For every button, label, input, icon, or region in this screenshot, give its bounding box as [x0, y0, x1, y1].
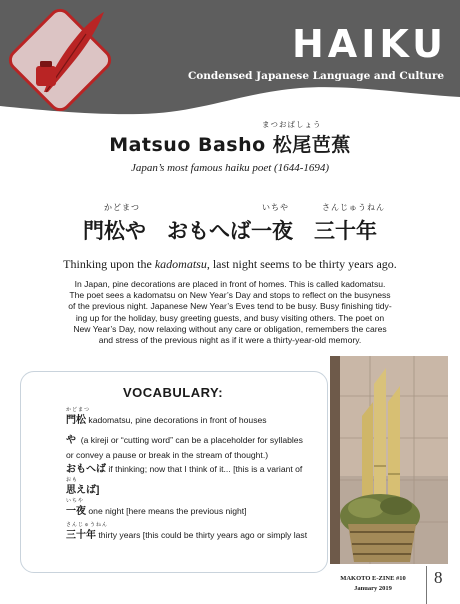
haiku-text: 門松や おもへば一夜 三十年 [83, 219, 377, 243]
footer-divider [426, 566, 427, 604]
vocab-item-kadomatsu: かどまつ 門松 kadomatsu, pine decorations in front of houses [66, 407, 267, 426]
article-title: Matsuo Basho 松尾芭蕉 [109, 134, 351, 156]
vocab-item-ichiya: いちや 一夜 one night [here means the previous night] [66, 498, 247, 517]
page-number: 8 [434, 568, 443, 587]
haiku-translation: Thinking upon the kadomatsu, last night seems to be thirty years ago. [63, 257, 397, 271]
brand-tagline: Condensed Japanese Language and Culture [187, 70, 445, 82]
brand-wordmark: HAIKU [292, 22, 447, 66]
vocab-item-ya: や (a kireji or “cutting word” can be a placeholder for syllables or convey a pause or break in the stream of thought.) [66, 435, 303, 460]
page-header [0, 0, 460, 125]
haiku-furigana-kadomatsu: かどまつ [104, 203, 140, 212]
vocab-item-sanjuunen: さんじゅうねん 三十年 thirty years [this could be thirty years ago or simply last [66, 522, 308, 541]
article-subtitle: Japan’s most famous haiku poet (1644-1694) [130, 162, 330, 174]
kadomatsu-photo [330, 356, 448, 564]
vocab-item-omoeba: おもへば if thinking; now that I think of it... [this is a variant of おも 思えば] [66, 464, 303, 496]
quill-ink-logo-icon [0, 0, 120, 120]
haiku-furigana-sanjuunen: さんじゅうねん [322, 203, 385, 212]
vocabulary-title: VOCABULARY: [122, 385, 224, 400]
footer-magazine: MAKOTO E-ZINE #10 January 2019 [340, 575, 406, 592]
intro-paragraph: In Japan, pine decorations are placed in front of homes. This is called kadomatsu. The poet sees a kadomatsu on New Year’s Day and stops to reflect on the busyness of the previous night. Japanese New Year’s Eves tend to be busy. Busy finishing tidy- ing up for the holiday, busy greeting guests, and busy visiting others. The poet on New Year’s Day, now relaxing without any care or obligation, remembers the cares and stress of the previous night as if it were a thirty-year-old memory. [68, 279, 392, 346]
translation-kadomatsu: kadomatsu [154, 257, 207, 271]
haiku-furigana-ichiya: いちや [262, 203, 289, 212]
title-furigana: まつおばしょう [262, 120, 322, 129]
